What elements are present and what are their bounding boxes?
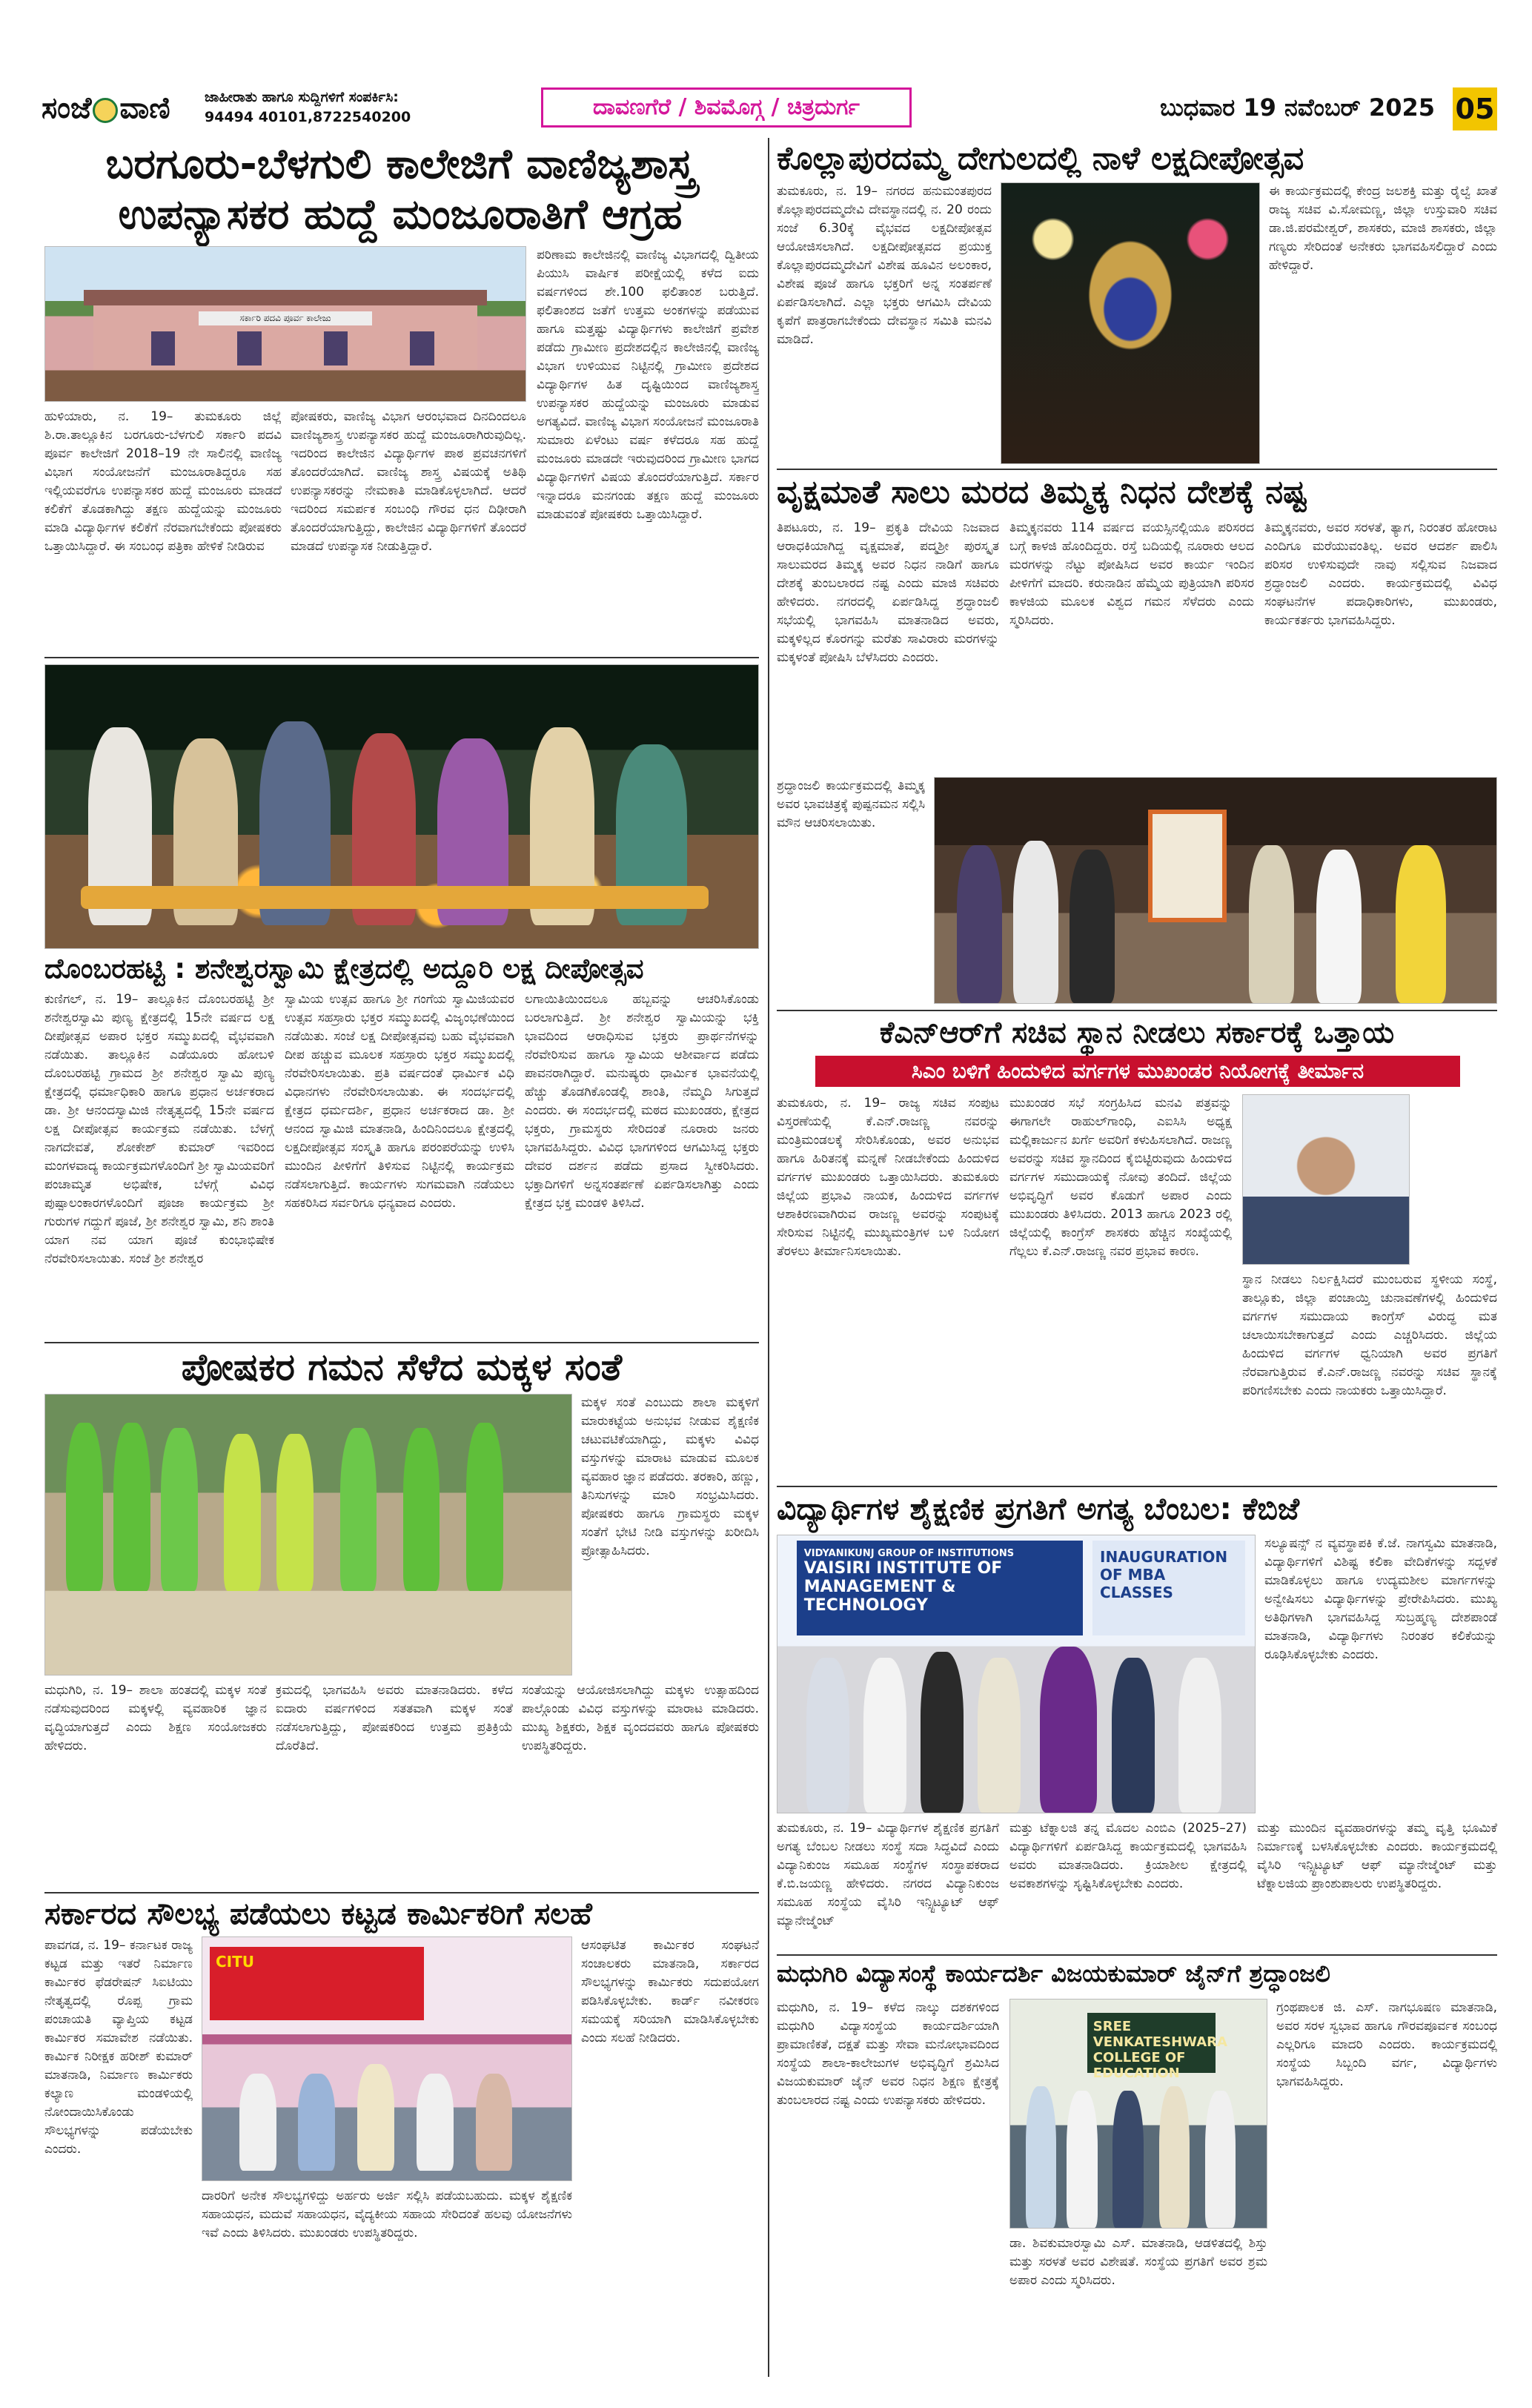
bargur-column-left: ಹುಳಿಯಾರು, ನ. 19– ತುಮಕೂರು ಜಿಲ್ಲೆ ಶಿ.ರಾ.ತಾಲ್ಲೂಕಿನ ಬರಗೂರು-ಬೆಳಗುಲಿ ಸರ್ಕಾರಿ ಪದವಿ ಪೂರ್ವ ಕಾಲೇಜಿಗೆ 2018–19 ನೇ ಸಾಲಿನಲ್ಲಿ ವಾಣಿಜ್ಯ ವಿಭಾಗ ಸಂಯೋಜನೆಗೆ ಮಂಜೂರಾತಿದ್ದರೂ ಸಹ ಇಲ್ಲಿಯವರೆಗೂ ಉಪನ್ಯಾಸಕರ ಹುದ್ದೆ ಮಂಜೂರು ಮಾಡದೆ ಕಲಿಕೆಗೆ ತೊಡಕಾಗಿದ್ದು ತಕ್ಷಣ ಹುದ್ದೆಯನ್ನು ಮಂಜೂರು ಮಾಡಿ ವಿದ್ಯಾರ್ಥಿಗಳ ಕಲಿಕೆಗೆ ನೆರವಾಗಬೇಕೆಂದು ಪೋಷಕರು ಒತ್ತಾಯಿಸಿದ್ದಾರೆ. ಈ ಸಂಬಂಧ ಪತ್ರಿಕಾ ಹೇಳಿಕೆ ನೀಡಿರುವ bbox=[44, 409, 282, 554]
college-building-photo bbox=[44, 246, 526, 402]
divider-line bbox=[777, 1010, 1497, 1011]
kenar-headline[interactable]: ಕೆಎನ್‌ಆರ್‌ಗೆ ಸಚಿವ ಸ್ಥಾನ ನೀಡಲು ಸರ್ಕಾರಕ್ಕೆ ಒತ್ತಾಯ bbox=[879, 1016, 1395, 1050]
column-divider bbox=[768, 138, 769, 2377]
santhe-column-2: ಕ್ರಮದಲ್ಲಿ ಭಾಗವಹಿಸಿ ಅವರು ಮಾತನಾಡಿದರು. ಕಳೆದ ಐದಾರು ವರ್ಷಗಳಿಂದ ಸತತವಾಗಿ ಮಕ್ಕಳ ಸಂತೆ ನಡೆಸಲಾಗುತ್ತಿದ್ದು, ಪೋಷಕರಿಂದ ಉತ್ತಮ ಪ್ರತಿಕ್ರಿಯೆ ದೊರೆತಿದೆ. bbox=[276, 1683, 513, 1753]
banner-group-text: VIDYANIKUNJ GROUP OF INSTITUTIONS bbox=[803, 1548, 1015, 1560]
dombarahatti-column-2: ಸ್ವಾಮಿಯ ಉತ್ಸವ ಹಾಗೂ ಶ್ರೀ ಗಂಗೆಯ ಸ್ವಾಮಿಜಿಯವರ ಉತ್ಸವ ಸಹಸ್ರಾರು ಭಕ್ತರ ಸಮ್ಮುಖದಲ್ಲಿ ವಿಜೃಂಭಣೆಯಿಂದ ನಡೆಯಿತು. ಸಂಜೆ ಲಕ್ಷ ದೀಪೋತ್ಸವವು ಬಹು ವೈಭವವಾಗಿ ದೀಪ ಹಚ್ಚುವ ಮೂಲಕ ಸಹಸ್ರಾರು ಭಕ್ತರ ಸಮ್ಮುಖದಲ್ಲಿ ನೆರವೇರಿಸಲಾಯಿತು. ಪ್ರತಿ ವರ್ಷದಂತೆ ಧಾರ್ಮಿಕ ವಿಧಿ ವಿಧಾನಗಳು ನೆರವೇರಿಸಲಾಯಿತು. ಈ ಸಂದರ್ಭದಲ್ಲಿ ಕ್ಷೇತ್ರದ ಧರ್ಮದರ್ಶಿ, ಪ್ರಧಾನ ಅರ್ಚಕರಾದ ಡಾ. ಶ್ರೀ ಆನಂದ ಸ್ವಾಮಿಜಿ ಮಾತನಾಡಿ, ಹಿಂದಿನಿಂದಲೂ ಕ್ಷೇತ್ರದಲ್ಲಿ ಲಕ್ಷದೀಪೋತ್ಸವ ಸಂಸ್ಕೃತಿ ಹಾಗೂ ಪರಂಪರೆಯನ್ನು ಉಳಿಸಿ ಮುಂದಿನ ಪೀಳಿಗೆಗೆ ತಿಳಿಸುವ ನಿಟ್ಟಿನಲ್ಲಿ ಕಾರ್ಯಕ್ರಮ ನಡೆಸಲಾಗುತ್ತಿದೆ. ಕಾರ್ಯಗಳು ಸುಗಮವಾಗಿ ನಡೆಯಲು ಸಹಕರಿಸಿದ ಸರ್ವರಿಗೂ ಧನ್ಯವಾದ ಎಂದರು. bbox=[285, 992, 514, 1211]
karmika-column-right: ಆಸಂಘಟಿತ ಕಾರ್ಮಿಕರ ಸಂಘಟನೆ ಸಂಚಾಲಕರು ಮಾತನಾಡಿ, ಸರ್ಕಾರದ ಸೌಲಭ್ಯಗಳನ್ನು ಕಾರ್ಮಿಕರು ಸದುಪಯೋಗ ಪಡಿಸಿಕೊಳ್ಳಬೇಕು. ಕಾರ್ಡ್ ನವೀಕರಣ ಸಮಯಕ್ಕೆ ಸರಿಯಾಗಿ ಮಾಡಿಸಿಕೊಳ್ಳಬೇಕು ಎಂದು ಸಲಹೆ ನೀಡಿದರು. bbox=[581, 1938, 759, 2045]
madhugiri-column-2: ಡಾ. ಶಿವಕುಮಾರಸ್ವಾಮಿ ಎಸ್. ಮಾತನಾಡಿ, ಆಡಳಿತದಲ್ಲಿ ಶಿಸ್ತು ಮತ್ತು ಸರಳತೆ ಅವರ ವಿಶೇಷತೆ. ಸಂಸ್ಥೆಯ ಪ್ರಗತಿಗೆ ಅವರ ಶ್ರಮ ಅಪಾರ ಎಂದು ಸ್ಮರಿಸಿದರು. bbox=[1009, 2236, 1267, 2288]
bargur-headline-2[interactable]: ಉಪನ್ಯಾಸಕರ ಹುದ್ದೆ ಮಂಜೂರಾತಿಗೆ ಆಗ್ರಹ bbox=[118, 191, 683, 239]
children-market-photo bbox=[44, 1394, 572, 1676]
madhugiri-column-1: ಮಧುಗಿರಿ, ನ. 19– ಕಳೆದ ನಾಲ್ಕು ದಶಕಗಳಿಂದ ಮಧುಗಿರಿ ವಿದ್ಯಾಸಂಸ್ಥೆಯ ಕಾರ್ಯದರ್ಶಿಯಾಗಿ ಪ್ರಾಮಾಣಿಕತೆ, ದಕ್ಷತೆ ಮತ್ತು ಸೇವಾ ಮನೋಭಾವದಿಂದ ಸಂಸ್ಥೆಯ ಶಾಲಾ-ಕಾಲೇಜುಗಳ ಅಭಿವೃದ್ಧಿಗೆ ಶ್ರಮಿಸಿದ ವಿಜಯಕುಮಾರ್ ಜೈನ್ ಅವರ ನಿಧನ ಶಿಕ್ಷಣ ಕ್ಷೇತ್ರಕ್ಕೆ ತುಂಬಲಾರದ ನಷ್ಟ ಎಂದು ಉಪನ್ಯಾಸಕರು ಹೇಳಿದರು. bbox=[777, 2000, 999, 2108]
contact-line-1: ಜಾಹೀರಾತು ಹಾಗೂ ಸುದ್ದಿಗಳಿಗೆ ಸಂಪರ್ಕಿಸಿ: bbox=[205, 89, 399, 105]
karmika-column-1: ಪಾವಗಡ, ನ. 19– ಕರ್ನಾಟಕ ರಾಜ್ಯ ಕಟ್ಟಡ ಮತ್ತು ಇತರೆ ನಿರ್ಮಾಣ ಕಾರ್ಮಿಕರ ಫೆಡರೇಷನ್ ಸಿಐಟಿಯು ನೇತೃತ್ವದಲ್ಲಿ ರೊಪ್ಪ ಗ್ರಾಮ ಪಂಚಾಯತಿ ವ್ಯಾಪ್ತಿಯ ಕಟ್ಟಡ ಕಾರ್ಮಿಕರ ಸಮಾವೇಶ ನಡೆಯಿತು. ಕಾರ್ಮಿಕ ನಿರೀಕ್ಷಕ ಹರೀಶ್ ಕುಮಾರ್ ಮಾತನಾಡಿ, ನಿರ್ಮಾಣ ಕಾರ್ಮಿಕರು ಕಲ್ಯಾಣ ಮಂಡಳಿಯಲ್ಲಿ ನೋಂದಾಯಿಸಿಕೊಂಡು ಸೌಲಭ್ಯಗಳನ್ನು ಪಡೆಯಬೇಕು ಎಂದರು. bbox=[44, 1938, 193, 2157]
kenar-column-3: ಸ್ಥಾನ ನೀಡಲು ನಿರ್ಲಕ್ಷಿಸಿದರೆ ಮುಂಬರುವ ಸ್ಥಳೀಯ ಸಂಸ್ಥೆ, ತಾಲ್ಲೂಕು, ಜಿಲ್ಲಾ ಪಂಚಾಯ್ತಿ ಚುನಾವಣೆಗಳಲ್ಲಿ ಹಿಂದುಳಿದ ವರ್ಗಗಳ ಸಮುದಾಯ ಕಾಂಗ್ರೆಸ್ ವಿರುದ್ಧ ಮತ ಚಲಾಯಿಸಬೇಕಾಗುತ್ತದೆ ಎಂದು ಎಚ್ಚರಿಸಿದರು. ಜಿಲ್ಲೆಯ ಹಿಂದುಳಿದ ವರ್ಗಗಳ ಧ್ವನಿಯಾಗಿ ಅವರ ಪ್ರಗತಿಗೆ ನೆರವಾಗುತ್ತಿರುವ ಕೆ.ಎನ್.ರಾಜಣ್ಣ ನವರನ್ನು ಸಚಿವ ಸ್ಥಾನಕ್ಕೆ ಪರಿಗಣಿಸಬೇಕು ಎಂದು ನಾಯಕರು ಒತ್ತಾಯಿಸಿದ್ದಾರೆ. bbox=[1242, 1272, 1497, 1398]
thimmakka-column-2: ತಿಮ್ಮಕ್ಕನವರು 114 ವರ್ಷದ ವಯಸ್ಸಿನಲ್ಲಿಯೂ ಪರಿಸರದ ಬಗ್ಗೆ ಕಾಳಜಿ ಹೊಂದಿದ್ದರು. ರಸ್ತೆ ಬದಿಯಲ್ಲಿ ನೂರಾರು ಆಲದ ಮರಗಳನ್ನು ನೆಟ್ಟು ಪೋಷಿಸಿದ ಅವರ ಕಾರ್ಯ ಇಂದಿನ ಪೀಳಿಗೆಗೆ ಮಾದರಿ. ಕರುನಾಡಿನ ಹೆಮ್ಮೆಯ ಪುತ್ರಿಯಾಗಿ ಪರಿಸರ ಕಾಳಜಿಯ ಮೂಲಕ ವಿಶ್ವದ ಗಮನ ಸೆಳೆದರು ಎಂದು ಸ್ಮರಿಸಿದರು. bbox=[1009, 520, 1254, 628]
tribute-gathering-photo bbox=[934, 777, 1497, 1004]
thimmakka-column-4: ಶ್ರದ್ಧಾಂಜಲಿ ಕಾರ್ಯಕ್ರಮದಲ್ಲಿ ತಿಮ್ಮಕ್ಕ ಅವರ ಭಾವಚಿತ್ರಕ್ಕೆ ಪುಷ್ಪನಮನ ಸಲ್ಲಿಸಿ ಮೌನ ಆಚರಿಸಲಾಯಿತು. bbox=[777, 778, 925, 830]
kenar-column-1: ತುಮಕೂರು, ನ. 19– ರಾಜ್ಯ ಸಚಿವ ಸಂಪುಟ ವಿಸ್ತರಣೆಯಲ್ಲಿ ಕೆ.ಎನ್.ರಾಜಣ್ಣ ನವರನ್ನು ಮಂತ್ರಿಮಂಡಲಕ್ಕೆ ಸೇರಿಸಿಕೊಂಡು, ಅವರ ಅನುಭವ ಹಾಗೂ ಹಿರಿತನಕ್ಕೆ ಮನ್ನಣೆ ನೀಡಬೇಕೆಂದು ಹಿಂದುಳಿದ ವರ್ಗಗಳ ಮುಖಂಡರು ಒತ್ತಾಯಿಸಿದರು. ತುಮಕೂರು ಜಿಲ್ಲೆಯ ಪ್ರಭಾವಿ ನಾಯಕ, ಹಿಂದುಳಿದ ವರ್ಗಗಳ ಆಶಾಕಿರಣವಾಗಿರುವ ರಾಜಣ್ಣ ಅವರನ್ನು ಸಂಪುಟಕ್ಕೆ ಸೇರಿಸುವ ನಿಟ್ಟಿನಲ್ಲಿ ಮುಖ್ಯಮಂತ್ರಿಗಳ ಬಳಿ ನಿಯೋಗ ತೆರಳಲು ತೀರ್ಮಾನಿಸಲಾಯಿತು. bbox=[777, 1096, 999, 1259]
issue-date: ಬುಧವಾರ 19 ನವೆಂಬರ್ 2025 bbox=[1159, 93, 1435, 122]
kbj-column-2: ಮತ್ತು ಟೆಕ್ನಾಲಜಿ ತನ್ನ ಮೊದಲ ಎಂಬಿಎ (2025–27) ವಿದ್ಯಾರ್ಥಿಗಳಿಗೆ ಏರ್ಪಡಿಸಿದ್ದ ಕಾರ್ಯಕ್ರಮದಲ್ಲಿ ಭಾಗವಹಿಸಿ ಅವರು ಮಾತನಾಡಿದರು. ಕ್ರಿಯಾಶೀಲ ಕ್ಷೇತ್ರದಲ್ಲಿ ಅವಕಾಶಗಳನ್ನು ಸೃಷ್ಟಿಸಿಕೊಳ್ಳಬೇಕು ಎಂದರು. bbox=[1009, 1821, 1247, 1891]
dombarahatti-column-3: ಲಗಾಯಿತಿಯಿಂದಲೂ ಹಬ್ಬವನ್ನು ಆಚರಿಸಿಕೊಂಡು ಬರಲಾಗುತ್ತಿದೆ. ಶ್ರೀ ಶನೇಶ್ವರ ಸ್ವಾಮಿಯನ್ನು ಭಕ್ತಿ ಭಾವದಿಂದ ಆರಾಧಿಸುವ ಭಕ್ತರು ಪ್ರಾರ್ಥನೆಗಳನ್ನು ನೆರವೇರಿಸುವ ಹಾಗೂ ಸ್ವಾಮಿಯ ಆಶೀರ್ವಾದ ಪಡೆದು ಪಾವನರಾಗಿದ್ದಾರೆ. ಮನುಷ್ಯರು ಧಾರ್ಮಿಕ ಭಾವನೆಯಲ್ಲಿ ಹೆಚ್ಚು ತೊಡಗಿಕೊಂಡಲ್ಲಿ ಶಾಂತಿ, ನೆಮ್ಮದಿ ಸಿಗುತ್ತದೆ ಎಂದರು. ಈ ಸಂದರ್ಭದಲ್ಲಿ ಮಠದ ಮುಖಂಡರು, ಕ್ಷೇತ್ರದ ಭಕ್ತರು, ಗ್ರಾಮಸ್ಥರು ಸೇರಿದಂತೆ ನೂರಾರು ಜನರು ಭಾಗವಹಿಸಿದ್ದರು. ವಿವಿಧ ಭಾಗಗಳಿಂದ ಆಗಮಿಸಿದ್ದ ಭಕ್ತರು ದೇವರ ದರ್ಶನ ಪಡೆದು ಪ್ರಸಾದ ಸ್ವೀಕರಿಸಿದರು. ಭಕ್ತಾದಿಗಳಿಗೆ ಅನ್ನಸಂತರ್ಪಣೆ ಏರ್ಪಡಿಸಲಾಗಿತ್ತು ಎಂದು ಕ್ಷೇತ್ರದ ಭಕ್ತ ಮಂಡಳಿ ತಿಳಿಸಿದೆ. bbox=[525, 992, 759, 1211]
santhe-column-right: ಮಕ್ಕಳ ಸಂತೆ ಎಂಬುದು ಶಾಲಾ ಮಕ್ಕಳಿಗೆ ಮಾರುಕಟ್ಟೆಯ ಅನುಭವ ನೀಡುವ ಶೈಕ್ಷಣಿಕ ಚಟುವಟಿಕೆಯಾಗಿದ್ದು, ಮಕ್ಕಳು ವಿವಿಧ ವಸ್ತುಗಳನ್ನು ಮಾರಾಟ ಮಾಡುವ ಮೂಲಕ ವ್ಯವಹಾರ ಜ್ಞಾನ ಪಡೆದರು. ತರಕಾರಿ, ಹಣ್ಣು, ತಿನಿಸುಗಳನ್ನು ಮಾರಿ ಸಂಭ್ರಮಿಸಿದರು. ಪೋಷಕರು ಹಾಗೂ ಗ್ರಾಮಸ್ಥರು ಮಕ್ಕಳ ಸಂತೆಗೆ ಭೇಟಿ ನೀಡಿ ವಸ್ತುಗಳನ್ನು ಖರೀದಿಸಿ ಪ್ರೋತ್ಸಾಹಿಸಿದರು. bbox=[581, 1395, 759, 1558]
college-board-text: SREE VENKATESHWARA COLLEGE OF EDUCATION bbox=[1087, 2013, 1216, 2072]
goddess-idol-photo bbox=[1001, 182, 1260, 464]
kbj-column-1: ತುಮಕೂರು, ನ. 19– ವಿದ್ಯಾರ್ಥಿಗಳ ಶೈಕ್ಷಣಿಕ ಪ್ರಗತಿಗೆ ಅಗತ್ಯ ಬೆಂಬಲ ನೀಡಲು ಸಂಸ್ಥೆ ಸದಾ ಸಿದ್ಧವಿದೆ ಎಂದು ವಿದ್ಯಾನಿಕುಂಜ ಸಮೂಹ ಸಂಸ್ಥೆಗಳ ಸಂಸ್ಥಾಪಕರಾದ ಕೆ.ಬಿ.ಜಯಣ್ಣ ಹೇಳಿದರು. ನಗರದ ವಿದ್ಯಾನಿಕುಂಜ ಸಮೂಹ ಸಂಸ್ಥೆಯ ವೈಸಿರಿ ಇನ್ಸ್ಟಿಟ್ಯೂಟ್ ಆಫ್ ಮ್ಯಾನೇಜ್ಮೆಂಟ್ bbox=[777, 1821, 999, 1928]
thimmakka-column-1: ತಿಪಟೂರು, ನ. 19– ಪ್ರಕೃತಿ ದೇವಿಯ ನಿಜವಾದ ಆರಾಧಕಿಯಾಗಿದ್ದ ವೃಕ್ಷಮಾತೆ, ಪದ್ಮಶ್ರೀ ಪುರಸ್ಕೃತ ಸಾಲುಮರದ ತಿಮ್ಮಕ್ಕ ಅವರ ನಿಧನ ನಾಡಿಗೆ ಹಾಗೂ ದೇಶಕ್ಕೆ ತುಂಬಲಾರದ ನಷ್ಟ ಎಂದು ಮಾಜಿ ಸಚಿವರು ಹೇಳಿದರು. ನಗರದಲ್ಲಿ ಏರ್ಪಡಿಸಿದ್ದ ಶ್ರದ್ಧಾಂಜಲಿ ಸಭೆಯಲ್ಲಿ ಭಾಗವಹಿಸಿ ಮಾತನಾಡಿದ ಅವರು, ಮಕ್ಕಳಿಲ್ಲದ ಕೊರಗನ್ನು ಮರೆತು ಸಾವಿರಾರು ಮರಗಳನ್ನು ಮಕ್ಕಳಂತೆ ಪೋಷಿಸಿ ಬೆಳೆಸಿದರು ಎಂದರು. bbox=[777, 520, 999, 665]
thimmakka-column-3: ತಿಮ್ಮಕ್ಕನವರು, ಅವರ ಸರಳತೆ, ತ್ಯಾಗ, ನಿರಂತರ ಹೋರಾಟ ಎಂದಿಗೂ ಮರೆಯುವಂತಿಲ್ಲ. ಅವರ ಆದರ್ಶ ಪಾಲಿಸಿ ಪರಿಸರ ಉಳಿಸುವುದೇ ನಾವು ಸಲ್ಲಿಸುವ ನಿಜವಾದ ಶ್ರದ್ಧಾಂಜಲಿ ಎಂದರು. ಕಾರ್ಯಕ್ರಮದಲ್ಲಿ ವಿವಿಧ ಸಂಘಟನೆಗಳ ಪದಾಧಿಕಾರಿಗಳು, ಮುಖಂಡರು, ಕಾರ್ಯಕರ್ತರು ಭಾಗವಹಿಸಿದ್ದರು. bbox=[1264, 520, 1497, 628]
vaisiri-inauguration-photo bbox=[777, 1535, 1256, 1813]
divider-line bbox=[44, 657, 759, 658]
karmika-column-2: ದಾರರಿಗೆ ಅನೇಕ ಸೌಲಭ್ಯಗಳಿದ್ದು ಅರ್ಹರು ಅರ್ಜಿ ಸಲ್ಲಿಸಿ ಪಡೆಯಬಹುದು. ಮಕ್ಕಳ ಶೈಕ್ಷಣಿಕ ಸಹಾಯಧನ, ಮದುವೆ ಸಹಾಯಧನ, ವೈದ್ಯಕೀಯ ಸಹಾಯ ಸೇರಿದಂತೆ ಹಲವು ಯೋಜನೆಗಳು ಇವೆ ಎಂದು ತಿಳಿಸಿದರು. ಮುಖಂಡರು ಉಪಸ್ಥಿತರಿದ್ದರು. bbox=[202, 2189, 572, 2240]
page-number: 05 bbox=[1453, 87, 1497, 130]
divider-line bbox=[44, 1342, 759, 1343]
thimmakka-headline[interactable]: ವೃಕ್ಷಮಾತೆ ಸಾಲು ಮರದ ತಿಮ್ಮಕ್ಕ ನಿಧನ ದೇಶಕ್ಕೆ ನಷ್ಟ bbox=[777, 474, 1307, 511]
masthead bbox=[30, 83, 1505, 133]
dombarahatti-headline[interactable]: ದೊಂಬರಹಟ್ಟಿ : ಶನೇಶ್ವರಸ್ವಾಮಿ ಕ್ಷೇತ್ರದಲ್ಲಿ ಅದ್ದೂರಿ ಲಕ್ಷ ದೀಪೋತ್ಸವ bbox=[44, 953, 644, 985]
divider-line bbox=[44, 1892, 759, 1893]
banner-inauguration-text: INAUGURATION OF MBA CLASSES bbox=[1092, 1541, 1245, 1635]
kollapura-column-right: ಈ ಕಾರ್ಯಕ್ರಮದಲ್ಲಿ ಕೇಂದ್ರ ಜಲಶಕ್ತಿ ಮತ್ತು ರೈಲ್ವೆ ಖಾತೆ ರಾಜ್ಯ ಸಚಿವ ವಿ.ಸೋಮಣ್ಣ, ಜಿಲ್ಲಾ ಉಸ್ತುವಾರಿ ಸಚಿವ ಡಾ.ಜಿ.ಪರಮೇಶ್ವರ್, ಶಾಸಕರು, ಮಾಜಿ ಶಾಸಕರು, ಜಿಲ್ಲಾ ಗಣ್ಯರು ಸೇರಿದಂತೆ ಅನೇಕರು ಭಾಗವಹಿಸಲಿದ್ದಾರೆ ಎಂದು ಹೇಳಿದ್ದಾರೆ. bbox=[1269, 184, 1497, 273]
edition-districts: ದಾವಣಗೆರೆ / ಶಿವಮೊಗ್ಗ / ಚಿತ್ರದುರ್ಗ bbox=[541, 87, 912, 128]
kbj-column-right: ಸಲ್ಯೂಷನ್ಸ್ ನ ವ್ಯವಸ್ಥಾಪಕಿ ಕೆ.ಜೆ. ನಾಗಸ್ವಮಿ ಮಾತನಾಡಿ, ವಿದ್ಯಾರ್ಥಿಗಳಿಗೆ ವಿಶಿಷ್ಟ ಕಲಿಕಾ ವೇದಿಕೆಗಳನ್ನು ಸದ್ಬಳಕೆ ಮಾಡಿಕೊಳ್ಳಲು ಹಾಗೂ ಉದ್ಯಮಶೀಲ ಮಾರ್ಗಗಳನ್ನು ಅನ್ವೇಷಿಸಲು ವಿದ್ಯಾರ್ಥಿಗಳನ್ನು ಪ್ರೇರೇಪಿಸಿದರು. ಮುಖ್ಯ ಅತಿಥಿಗಳಾಗಿ ಭಾಗವಹಿಸಿದ್ದ ಸುಬ್ರಹ್ಮಣ್ಯ ದೇಶಪಾಂಡೆ ಮಾತನಾಡಿ, ವಿದ್ಯಾರ್ಥಿಗಳು ನಿರಂತರ ಕಲಿಕೆಯನ್ನು ರೂಢಿಸಿಕೊಳ್ಳಬೇಕು ಎಂದರು. bbox=[1264, 1536, 1497, 1662]
deepotsava-photo bbox=[44, 664, 759, 949]
kbj-headline[interactable]: ವಿದ್ಯಾರ್ಥಿಗಳ ಶೈಕ್ಷಣಿಕ ಪ್ರಗತಿಗೆ ಅಗತ್ಯ ಬೆಂಬಲ: ಕೆಬಿಜೆ bbox=[777, 1491, 1300, 1526]
logo-left-text: ಸಂಜೆ bbox=[42, 90, 92, 125]
kbj-column-3: ಮತ್ತು ಮುಂದಿನ ವ್ಯವಹಾರಗಳನ್ನು ತಮ್ಮ ವೃತ್ತಿ ಭೂಮಿಕೆ ನಿರ್ಮಾಣಕ್ಕೆ ಬಳಸಿಕೊಳ್ಳಬೇಕು ಎಂದರು. ಕಾರ್ಯಕ್ರಮದಲ್ಲಿ ವೈಸಿರಿ ಇನ್ಸ್ಟಿಟ್ಯೂಟ್ ಆಫ್ ಮ್ಯಾನೇಜ್ಮೆಂಟ್ ಮತ್ತು ಟೆಕ್ನಾಲಜಿಯ ಪ್ರಾಂಶುಪಾಲರು ಉಪಸ್ಥಿತರಿದ್ದರು. bbox=[1257, 1821, 1497, 1891]
divider-line bbox=[777, 469, 1497, 470]
kn-rajanna-portrait bbox=[1242, 1094, 1410, 1265]
santhe-column-1: ಮಧುಗಿರಿ, ನ. 19– ಶಾಲಾ ಹಂತದಲ್ಲಿ ಮಕ್ಕಳ ಸಂತೆ ನಡೆಸುವುದರಿಂದ ಮಕ್ಕಳಲ್ಲಿ ವ್ಯವಹಾರಿಕ ಜ್ಞಾನ ವೃದ್ಧಿಯಾಗುತ್ತದೆ ಎಂದು ಶಿಕ್ಷಣ ಸಂಯೋಜಕರು ಹೇಳಿದರು. bbox=[44, 1683, 267, 1753]
kenar-subheadline[interactable]: ಸಿಎಂ ಬಳಿಗೆ ಹಿಂದುಳಿದ ವರ್ಗಗಳ ಮುಖಂಡರ ನಿಯೋಗಕ್ಕೆ ತೀರ್ಮಾನ bbox=[815, 1056, 1460, 1087]
college-sign: ಸರ್ಕಾರಿ ಪದವಿ ಪೂರ್ವ ಕಾಲೇಜು bbox=[199, 311, 371, 325]
bargur-headline-1[interactable]: ಬರಗೂರು-ಬೆಳಗುಲಿ ಕಾಲೇಜಿಗೆ ವಾಣಿಜ್ಯಶಾಸ್ತ್ರ bbox=[105, 140, 695, 188]
divider-line bbox=[777, 1954, 1497, 1956]
dombarahatti-column-1: ಕುಣಿಗಲ್, ನ. 19– ತಾಲ್ಲೂಕಿನ ದೊಂಬರಹಟ್ಟಿ ಶ್ರೀ ಶನೇಶ್ವರಸ್ವಾಮಿ ಪುಣ್ಯ ಕ್ಷೇತ್ರದಲ್ಲಿ 15ನೇ ವರ್ಷದ ಲಕ್ಷ ದೀಪೋತ್ಸವ ಅಪಾರ ಭಕ್ತರ ಸಮ್ಮುಖದಲ್ಲಿ ವೈಭವವಾಗಿ ನಡೆಯಿತು. ತಾಲ್ಲೂಕಿನ ಎಡೆಯೂರು ಹೋಬಳಿ ದೊಂಬರಹಟ್ಟಿ ಗ್ರಾಮದ ಶ್ರೀ ಶನೇಶ್ವರ ಸ್ವಾಮಿ ಪುಣ್ಯ ಕ್ಷೇತ್ರದಲ್ಲಿ ಧರ್ಮಾಧಿಕಾರಿ ಹಾಗೂ ಪ್ರಧಾನ ಅರ್ಚಕರಾದ ಡಾ. ಶ್ರೀ ಆನಂದಸ್ವಾಮಿಜಿ ನೇತೃತ್ವದಲ್ಲಿ 15ನೇ ವರ್ಷದ ಲಕ್ಷ ದೀಪೋತ್ಸವ ಕಾರ್ಯಕ್ರಮ ನಡೆಯಿತು. ಬೆಳಗ್ಗೆ ನಾಗದೇವತೆ, ಶೋಕೇಶ್ ಕುಮಾರ್ ಇವರಿಂದ ಮಂಗಳವಾದ್ಯ ಕಾರ್ಯಕ್ರಮಗಳೊಂದಿಗೆ ಶ್ರೀ ಸ್ವಾಮಿಯವರಿಗೆ ಪಂಚಾಮೃತ ಅಭಿಷೇಕ, ಬೆಳಗ್ಗೆ ವಿವಿಧ ಪುಷ್ಪಾಲಂಕಾರಗಳೊಂದಿಗೆ ಪೂಜಾ ಕಾರ್ಯಕ್ರಮ ಶ್ರೀ ಗುರುಗಳ ಗದ್ದುಗೆ ಪೂಜೆ, ಶ್ರೀ ಶನೇಶ್ವರ ಸ್ವಾಮಿ, ಶನಿ ಶಾಂತಿ ಯಾಗ ನವ ಯಾಗ ಪೂಜೆ ಕುಂಭಾಭಿಷೇಕ ನೆರವೇರಿಸಲಾಯಿತು. ಸಂಜೆ ಶ್ರೀ ಶನೇಶ್ವರ bbox=[44, 992, 274, 1266]
contact-info bbox=[205, 87, 531, 128]
bargur-column-right: ಪರಿಣಾಮ ಕಾಲೇಜಿನಲ್ಲಿ ವಾಣಿಜ್ಯ ವಿಭಾಗದಲ್ಲಿ ದ್ವಿತೀಯ ಪಿಯುಸಿ ವಾರ್ಷಿಕ ಪರೀಕ್ಷೆಯಲ್ಲಿ ಕಳೆದ ಐದು ವರ್ಷಗಳಿಂದ ಶೇ.100 ಫಲಿತಾಂಶ ಬರುತ್ತಿದೆ. ಫಲಿತಾಂಶದ ಜತೆಗೆ ಉತ್ತಮ ಅಂಕಗಳನ್ನು ಪಡೆಯುವ ಹಾಗೂ ಮತ್ತಷ್ಟು ವಿದ್ಯಾರ್ಥಿಗಳು ಕಾಲೇಜಿಗೆ ಪ್ರವೇಶ ಪಡೆದು ಗ್ರಾಮೀಣ ಪ್ರದೇಶದಲ್ಲಿನ ಕಾಲೇಜಿನಲ್ಲಿ ವಾಣಿಜ್ಯ ವಿಭಾಗ ಉಳಿಯುವ ನಿಟ್ಟಿನಲ್ಲಿ ಗ್ರಾಮೀಣ ಪ್ರದೇಶದ ವಿದ್ಯಾರ್ಥಿಗಳ ಹಿತ ದೃಷ್ಟಿಯಿಂದ ವಾಣಿಜ್ಯಶಾಸ್ತ್ರ ಉಪನ್ಯಾಸಕರ ಹುದ್ದೆಯನ್ನು ಮಂಜೂರು ಮಾಡುವ ಅಗತ್ಯವಿದೆ. ವಾಣಿಜ್ಯ ವಿಭಾಗ ಸಂಯೋಜನೆ ಮಂಜೂರಾತಿ ಸುಮಾರು ಏಳೆಂಟು ವರ್ಷ ಕಳೆದರೂ ಸಹ ಹುದ್ದೆ ಮಂಜೂರು ಮಾಡದೇ ಇರುವುದರಿಂದ ಗ್ರಾಮೀಣ ಭಾಗದ ವಿದ್ಯಾರ್ಥಿಗಳಿಗೆ ವಿಷಯ ತೊಂದರೆಯಾಗುತ್ತಿದೆ. ಸರ್ಕಾರ ಇನ್ನಾದರೂ ಮನಗಂಡು ತಕ್ಷಣ ಹುದ್ದೆ ಮಂಜೂರು ಮಾಡುವಂತೆ ಪೋಷಕರು ಒತ್ತಾಯಿಸಿದ್ದಾರೆ. bbox=[537, 248, 759, 522]
kollapura-column-left: ತುಮಕೂರು, ನ. 19– ನಗರದ ಹನುಮಂತಪುರದ ಕೊಲ್ಲಾಪುರದಮ್ಮದೇವಿ ದೇವಸ್ಥಾನದಲ್ಲಿ ನ. 20 ರಂದು ಸಂಜೆ 6.30ಕ್ಕೆ ವೈಭವದ ಲಕ್ಷದೀಪೋತ್ಸವ ಆಯೋಜಿಸಲಾಗಿದೆ. ಲಕ್ಷದೀಪೋತ್ಸವದ ಪ್ರಯುಕ್ತ ಕೊಲ್ಲಾಪುರದಮ್ಮದೇವಿಗೆ ವಿಶೇಷ ಹೂವಿನ ಅಲಂಕಾರ, ವಿಶೇಷ ಪೂಜೆ ಹಾಗೂ ಭಕ್ತರಿಗೆ ಅನ್ನ ಸಂತರ್ಪಣೆ ಏರ್ಪಡಿಸಲಾಗಿದೆ. ಎಲ್ಲಾ ಭಕ್ತರು ಆಗಮಿಸಿ ದೇವಿಯ ಕೃಪೆಗೆ ಪಾತ್ರರಾಗಬೇಕೆಂದು ದೇವಸ್ಥಾನ ಸಮಿತಿ ಮನವಿ ಮಾಡಿದೆ. bbox=[777, 184, 992, 347]
logo-right-text: ವಾಣಿ bbox=[119, 90, 170, 125]
workers-meeting-photo: CITU bbox=[202, 1936, 572, 2181]
contact-phones: 94494 40101,8722540200 bbox=[205, 109, 411, 125]
madhugiri-headline[interactable]: ಮಧುಗಿರಿ ವಿದ್ಯಾಸಂಸ್ಥೆ ಕಾರ್ಯದರ್ಶಿ ವಿಜಯಕುಮಾರ್ ಜೈನ್‌ಗೆ ಶ್ರದ್ಧಾಂಜಲಿ bbox=[777, 1959, 1330, 1988]
newspaper-logo[interactable] bbox=[42, 87, 190, 129]
sun-emblem-icon bbox=[93, 98, 118, 123]
santhe-headline[interactable]: ಪೋಷಕರ ಗಮನ ಸೆಳೆದ ಮಕ್ಕಳ ಸಂತೆ bbox=[181, 1346, 623, 1389]
banner-institute-text: VAISIRI INSTITUTE OF MANAGEMENT & TECHNOLOGY bbox=[803, 1559, 1003, 1615]
karmika-headline[interactable]: ಸರ್ಕಾರದ ಸೌಲಭ್ಯ ಪಡೆಯಲು ಕಟ್ಟಡ ಕಾರ್ಮಿಕರಿಗೆ ಸಲಹೆ bbox=[44, 1896, 592, 1931]
kenar-column-2: ಮುಖಂಡರ ಸಭೆ ಸಂಗ್ರಹಿಸಿದ ಮನವಿ ಪತ್ರವನ್ನು ಈಗಾಗಲೇ ರಾಹುಲ್‌ಗಾಂಧಿ, ಎಐಸಿಸಿ ಅಧ್ಯಕ್ಷ ಮಲ್ಲಿಕಾರ್ಜುನ ಖರ್ಗೆ ಅವರಿಗೆ ಕಳುಹಿಸಲಾಗಿದೆ. ರಾಜಣ್ಣ ಅವರನ್ನು ಸಚಿವ ಸ್ಥಾನದಿಂದ ಕೈಬಿಟ್ಟಿರುವುದು ಹಿಂದುಳಿದ ವರ್ಗಗಳ ಸಮುದಾಯಕ್ಕೆ ನೋವು ತಂದಿದೆ. ಜಿಲ್ಲೆಯ ಅಭಿವೃದ್ಧಿಗೆ ಅವರ ಕೊಡುಗೆ ಅಪಾರ ಎಂದು ಮುಖಂಡರು ತಿಳಿಸಿದರು. 2013 ಹಾಗೂ 2023 ರಲ್ಲಿ ಜಿಲ್ಲೆಯಲ್ಲಿ ಕಾಂಗ್ರೆಸ್ ಶಾಸಕರು ಹೆಚ್ಚಿನ ಸಂಖ್ಯೆಯಲ್ಲಿ ಗೆಲ್ಲಲು ಕೆ.ಎನ್.ರಾಜಣ್ಣ ನವರ ಪ್ರಭಾವ ಕಾರಣ. bbox=[1009, 1096, 1232, 1259]
bargur-column-mid: ಪೋಷಕರು, ವಾಣಿಜ್ಯ ವಿಭಾಗ ಆರಂಭವಾದ ದಿನದಿಂದಲೂ ವಾಣಿಜ್ಯಶಾಸ್ತ್ರ ಉಪನ್ಯಾಸಕರ ಹುದ್ದೆ ಮಂಜೂರಾಗಿರುವುದಿಲ್ಲ. ಇದರಿಂದ ಕಾಲೇಜಿನ ವಿದ್ಯಾರ್ಥಿಗಳ ಪಾಠ ಪ್ರವಚನಗಳಿಗೆ ತೊಂದರೆಯಾಗಿದೆ. ವಾಣಿಜ್ಯ ಶಾಸ್ತ್ರ ವಿಷಯಕ್ಕೆ ಅತಿಥಿ ಉಪನ್ಯಾಸಕರನ್ನು ನೇಮಕಾತಿ ಮಾಡಿಕೊಳ್ಳಲಾಗಿದೆ. ಆದರೆ ಇದರಿಂದ ಸಮರ್ಪಕ ಸಂಬಂಧಿ ಗೌರವ ಧನ ದಿಢೀರಾಗಿ ತೊಂದರೆಯಾಗುತ್ತಿದ್ದು, ಕಾಲೇಜಿನ ವಿದ್ಯಾರ್ಥಿಗಳಿಗೆ ತೊಂದರೆ ಮಾಡದೆ ಉಪನ್ಯಾಸಕ ನೀಡುತ್ತಿದ್ದಾರೆ. bbox=[291, 409, 526, 554]
tribute-college-photo bbox=[1009, 1999, 1267, 2229]
santhe-column-3: ಸಂತೆಯನ್ನು ಆಯೋಜಿಸಲಾಗಿದ್ದು ಮಕ್ಕಳು ಉತ್ಸಾಹದಿಂದ ಪಾಲ್ಗೊಂಡು ವಿವಿಧ ವಸ್ತುಗಳನ್ನು ಮಾರಾಟ ಮಾಡಿದರು. ಮುಖ್ಯ ಶಿಕ್ಷಕರು, ಶಿಕ್ಷಕ ವೃಂದದವರು ಹಾಗೂ ಪೋಷಕರು ಉಪಸ್ಥಿತರಿದ್ದರು. bbox=[522, 1683, 759, 1753]
kollapura-headline[interactable]: ಕೊಲ್ಲಾಪುರದಮ್ಮ ದೇಗುಲದಲ್ಲಿ ನಾಳೆ ಲಕ್ಷದೀಪೋತ್ಸವ bbox=[777, 140, 1304, 177]
madhugiri-column-3: ಗ್ರಂಥಪಾಲಕ ಜಿ. ಎಸ್. ನಾಗಭೂಷಣ ಮಾತನಾಡಿ, ಅವರ ಸರಳ ಸ್ವಭಾವ ಹಾಗೂ ಗೌರವಪೂರ್ವಕ ಸಂಬಂಧ ಎಲ್ಲರಿಗೂ ಮಾದರಿ ಎಂದರು. ಕಾರ್ಯಕ್ರಮದಲ್ಲಿ ಸಂಸ್ಥೆಯ ಸಿಬ್ಬಂದಿ ವರ್ಗ, ವಿದ್ಯಾರ್ಥಿಗಳು ಭಾಗವಹಿಸಿದ್ದರು. bbox=[1276, 2000, 1497, 2089]
divider-line bbox=[777, 1486, 1497, 1487]
